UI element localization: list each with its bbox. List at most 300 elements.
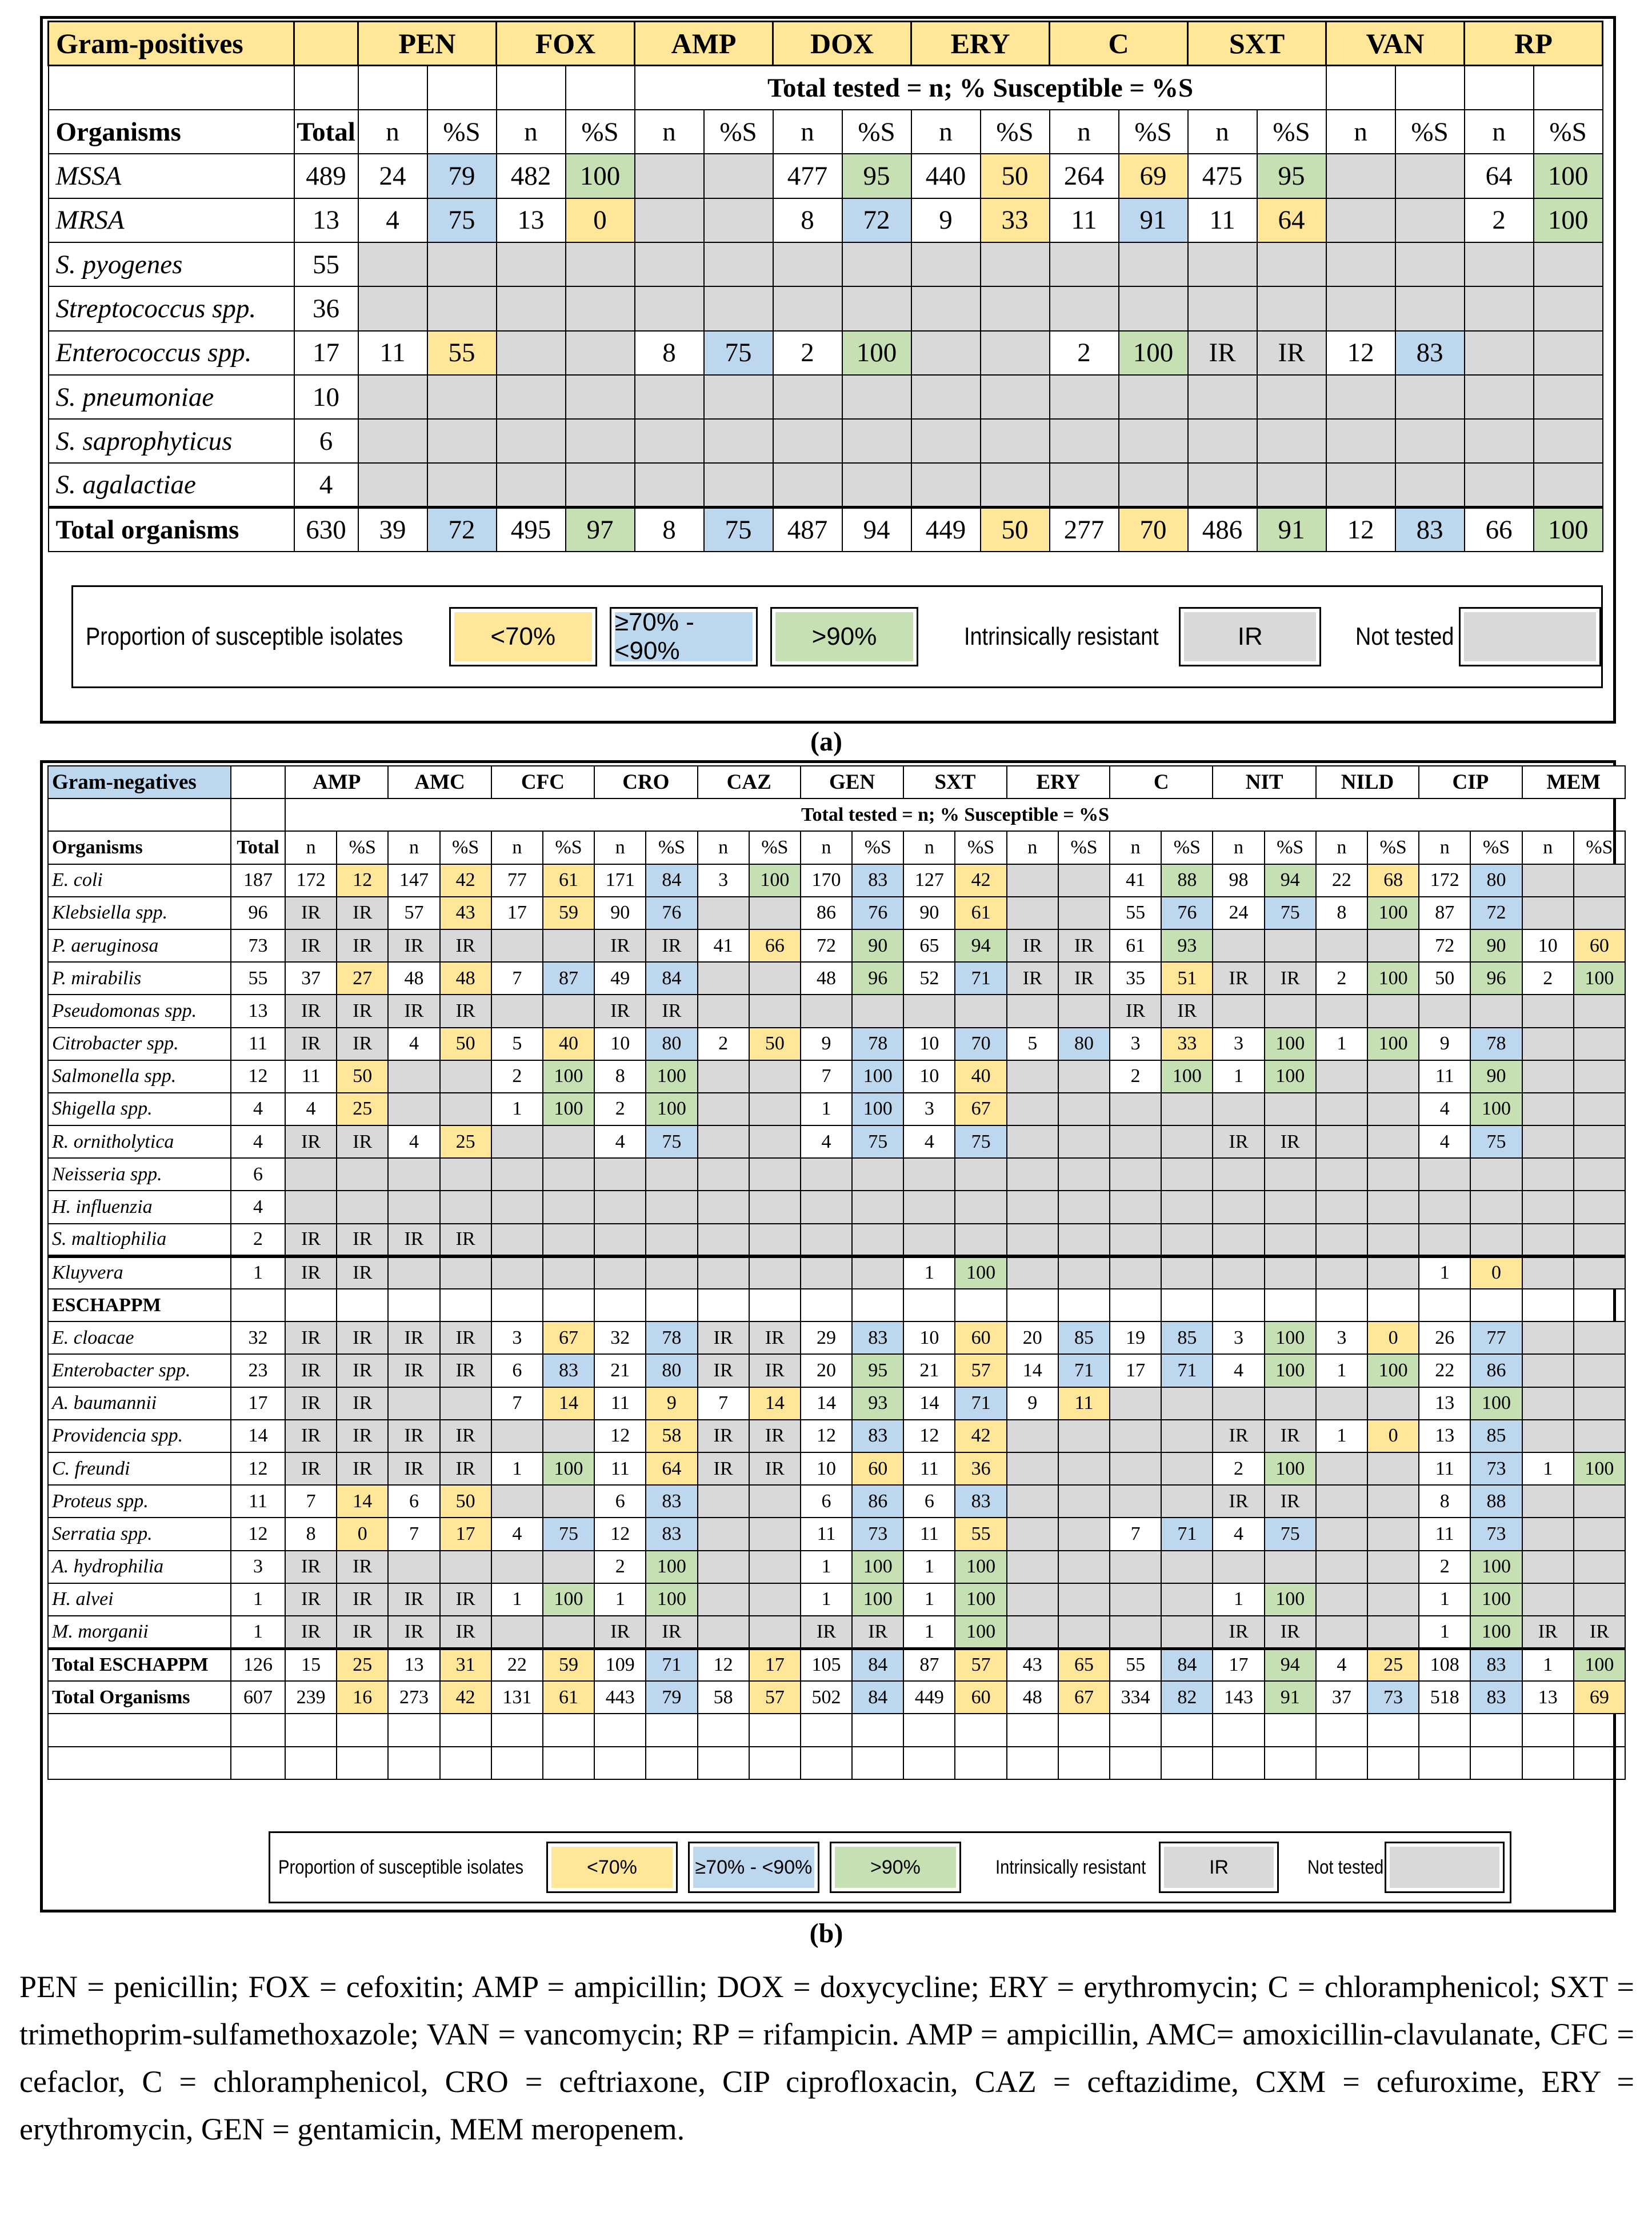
not-tested-cell	[388, 1191, 439, 1223]
not-tested-cell	[1007, 897, 1058, 929]
organism-name: Serratia spp.	[48, 1518, 231, 1550]
not-tested-cell	[1007, 1583, 1058, 1616]
not-tested-cell	[594, 1224, 646, 1256]
not-tested-cell	[1326, 242, 1395, 286]
not-tested-cell	[1465, 286, 1534, 330]
not-tested-cell	[1395, 198, 1465, 242]
legend-nt-text: Not tested	[1307, 1856, 1384, 1878]
n-value: 17	[491, 897, 543, 929]
subheader-text: Total tested = n; % Susceptible = %S	[635, 66, 1326, 110]
n-value: 11	[358, 331, 427, 375]
not-tested-cell	[1316, 1583, 1367, 1616]
not-tested-cell	[773, 419, 842, 463]
pct-s-header: %S	[1574, 831, 1625, 864]
organism-name: Total ESCHAPPM	[48, 1648, 231, 1681]
pct-s-value: 88	[1470, 1485, 1522, 1518]
subheader-text: Total tested = n; % Susceptible = %S	[646, 798, 1264, 831]
not-tested-cell	[1534, 463, 1603, 507]
n-value: IR	[698, 1354, 749, 1387]
n-value: 1	[801, 1551, 852, 1583]
not-tested-cell	[1522, 1485, 1574, 1518]
organism-row	[48, 1321, 1625, 1354]
pct-s-value: 100	[1367, 897, 1419, 929]
pct-s-value: 61	[955, 897, 1006, 929]
organism-total: 23	[231, 1354, 285, 1387]
pct-s-value: 70	[1119, 508, 1188, 552]
not-tested-cell	[1470, 1191, 1522, 1223]
empty-cell	[955, 1714, 1006, 1746]
pct-s-value: 57	[955, 1354, 1006, 1387]
not-tested-cell	[1110, 1452, 1161, 1485]
legend-mid-label: ≥70% - <90%	[615, 612, 753, 661]
pct-s-value: 75	[543, 1518, 594, 1550]
not-tested-cell	[1119, 242, 1188, 286]
n-value: IR	[285, 1616, 337, 1648]
pct-s-value: 91	[1257, 508, 1326, 552]
n-value: 1	[1522, 1452, 1574, 1485]
not-tested-cell	[1534, 286, 1603, 330]
pct-s-value: 76	[646, 897, 697, 929]
pct-s-value: 0	[1367, 1321, 1419, 1354]
n-value: 10	[903, 1321, 955, 1354]
n-value: 12	[801, 1420, 852, 1452]
n-value: 1	[903, 1551, 955, 1583]
organism-row	[48, 1028, 1625, 1060]
not-tested-cell	[1367, 1518, 1419, 1550]
organism-total: 73	[231, 929, 285, 962]
subheader-blank	[285, 798, 337, 831]
organism-total: 1	[231, 1616, 285, 1648]
empty-cell	[440, 1747, 491, 1779]
not-tested-cell	[852, 1256, 903, 1289]
subheader-blank	[440, 798, 491, 831]
not-tested-cell	[1110, 1158, 1161, 1191]
not-tested-cell	[1574, 1387, 1625, 1420]
subheader-blank	[337, 798, 388, 831]
organism-name: E. coli	[48, 864, 231, 897]
pct-s-value: 72	[427, 508, 497, 552]
antibiotic-header: RP	[1465, 22, 1603, 66]
pct-s-value: 42	[955, 864, 1006, 897]
n-header: n	[1213, 831, 1264, 864]
organism-name: MSSA	[49, 154, 294, 198]
n-value: 48	[801, 962, 852, 995]
pct-s-value: IR	[749, 1321, 801, 1354]
pct-s-value: 100	[1265, 1028, 1316, 1060]
n-value: 486	[1188, 508, 1257, 552]
not-tested-cell	[543, 1158, 594, 1191]
not-tested-cell	[566, 463, 635, 507]
organism-name: E. cloacae	[48, 1321, 231, 1354]
not-tested-cell	[749, 1551, 801, 1583]
pct-s-header: %S	[1470, 831, 1522, 864]
antibiotic-header: GEN	[801, 766, 903, 798]
pct-s-value: 50	[440, 1485, 491, 1518]
n-value: 11	[903, 1452, 955, 1485]
empty-cell	[48, 1714, 231, 1746]
n-value: 21	[594, 1354, 646, 1387]
not-tested-cell	[1058, 1452, 1110, 1485]
pct-s-header: %S	[1058, 831, 1110, 864]
pct-s-value: IR	[852, 1616, 903, 1648]
empty-cell	[646, 1714, 697, 1746]
n-value: 11	[1419, 1452, 1470, 1485]
legend-ir-swatch	[1159, 1842, 1279, 1893]
not-tested-cell	[646, 1256, 697, 1289]
not-tested-cell	[1161, 1093, 1213, 1125]
not-tested-cell	[773, 242, 842, 286]
not-tested-cell	[1058, 1060, 1110, 1093]
pct-s-value: 83	[1395, 508, 1465, 552]
n-value: IR	[1213, 1125, 1264, 1158]
not-tested-cell	[704, 463, 773, 507]
pct-s-value: 100	[543, 1060, 594, 1093]
pct-s-value: 94	[842, 508, 911, 552]
not-tested-cell	[1265, 1093, 1316, 1125]
pct-s-header: %S	[981, 110, 1050, 154]
pct-s-value: 51	[1161, 962, 1213, 995]
subheader-blank	[231, 798, 285, 831]
not-tested-cell	[594, 1158, 646, 1191]
not-tested-cell	[698, 1060, 749, 1093]
n-value: 49	[594, 962, 646, 995]
not-tested-cell	[1534, 375, 1603, 419]
n-value: 109	[594, 1648, 646, 1681]
antibiotic-header: AMP	[635, 22, 773, 66]
not-tested-cell	[1058, 1191, 1110, 1223]
pct-s-header: %S	[1395, 110, 1465, 154]
organism-name: S. pneumoniae	[49, 375, 294, 419]
not-tested-cell	[358, 375, 427, 419]
n-value: 55	[1110, 897, 1161, 929]
empty-cell	[388, 1747, 439, 1779]
pct-s-value: 79	[427, 154, 497, 198]
not-tested-cell	[749, 1518, 801, 1550]
organism-name: A. baumannii	[48, 1387, 231, 1420]
n-value: 58	[698, 1681, 749, 1714]
not-tested-cell	[1367, 1583, 1419, 1616]
n-value: 2	[1050, 331, 1119, 375]
n-value: 1	[1316, 1420, 1367, 1452]
pct-s-value: 14	[543, 1387, 594, 1420]
n-value: IR	[698, 1452, 749, 1485]
n-value: 11	[903, 1518, 955, 1550]
not-tested-cell	[1188, 419, 1257, 463]
not-tested-cell	[543, 1551, 594, 1583]
pct-s-value: 95	[852, 1354, 903, 1387]
not-tested-cell	[1110, 1125, 1161, 1158]
not-tested-cell	[1213, 1289, 1264, 1321]
not-tested-cell	[1188, 375, 1257, 419]
n-value: 14	[903, 1387, 955, 1420]
not-tested-cell	[440, 1387, 491, 1420]
antibiotic-header: PEN	[358, 22, 497, 66]
n-value: 13	[497, 198, 566, 242]
not-tested-cell	[852, 995, 903, 1027]
organism-name: Pseudomonas spp.	[48, 995, 231, 1027]
not-tested-cell	[491, 1551, 543, 1583]
n-value: 20	[1007, 1321, 1058, 1354]
legend-a	[71, 585, 1603, 688]
organism-total: 187	[231, 864, 285, 897]
n-value: 7	[1110, 1518, 1161, 1550]
not-tested-cell	[1265, 1224, 1316, 1256]
n-value: 39	[358, 508, 427, 552]
organism-total: 4	[294, 463, 358, 507]
n-value: IR	[285, 995, 337, 1027]
total-row	[48, 1648, 1625, 1681]
pct-s-value: 73	[1470, 1518, 1522, 1550]
not-tested-cell	[1161, 1420, 1213, 1452]
pct-s-header: %S	[1119, 110, 1188, 154]
not-tested-cell	[911, 331, 981, 375]
organism-total: 1	[231, 1256, 285, 1289]
empty-cell	[1316, 1747, 1367, 1779]
not-tested-cell	[646, 1191, 697, 1223]
legend-title: Proportion of susceptible isolates	[86, 622, 403, 650]
pct-s-value: 100	[566, 154, 635, 198]
pct-s-value: 57	[749, 1681, 801, 1714]
pct-s-value: 100	[852, 1551, 903, 1583]
antibiotic-header: FOX	[497, 22, 635, 66]
subheader-blank	[1574, 798, 1625, 831]
pct-s-header: %S	[1367, 831, 1419, 864]
pct-s-value: 64	[1257, 198, 1326, 242]
empty-cell	[646, 1747, 697, 1779]
empty-cell	[1007, 1747, 1058, 1779]
not-tested-cell	[704, 375, 773, 419]
pct-s-header: %S	[427, 110, 497, 154]
not-tested-cell	[1574, 1354, 1625, 1387]
n-value: 12	[698, 1648, 749, 1681]
n-value: 5	[491, 1028, 543, 1060]
n-value: 1	[1419, 1616, 1470, 1648]
n-value: 5	[1007, 1028, 1058, 1060]
pct-s-value: IR	[337, 897, 388, 929]
n-value: 4	[285, 1093, 337, 1125]
pct-s-value: 69	[1574, 1681, 1625, 1714]
not-tested-cell	[1007, 1485, 1058, 1518]
n-header: n	[285, 831, 337, 864]
pct-s-value: 87	[543, 962, 594, 995]
not-tested-cell	[1522, 864, 1574, 897]
pct-s-value: 78	[1470, 1028, 1522, 1060]
total-row	[48, 1681, 1625, 1714]
n-value: IR	[285, 1321, 337, 1354]
n-value: 1	[1213, 1583, 1264, 1616]
n-value: 4	[801, 1125, 852, 1158]
not-tested-cell	[543, 1420, 594, 1452]
not-tested-cell	[1161, 1224, 1213, 1256]
not-tested-cell	[1119, 419, 1188, 463]
n-value: IR	[698, 1420, 749, 1452]
not-tested-cell	[1188, 286, 1257, 330]
n-value: 8	[635, 331, 704, 375]
not-tested-cell	[1110, 1583, 1161, 1616]
legend-low-label: <70%	[551, 1847, 673, 1888]
n-value: 3	[1316, 1321, 1367, 1354]
organism-name: H. influenzia	[48, 1191, 231, 1223]
n-header: n	[1050, 110, 1119, 154]
not-tested-cell	[491, 1125, 543, 1158]
pct-s-value: 100	[1470, 1616, 1522, 1648]
n-value: IR	[285, 1452, 337, 1485]
organism-row	[48, 962, 1625, 995]
not-tested-cell	[852, 1224, 903, 1256]
not-tested-cell	[911, 463, 981, 507]
pct-s-value: 50	[749, 1028, 801, 1060]
pct-s-value: 55	[427, 331, 497, 375]
organism-row	[48, 1256, 1625, 1289]
pct-s-header: %S	[646, 831, 697, 864]
organism-row	[49, 331, 1603, 375]
pct-s-value: IR	[440, 1354, 491, 1387]
n-value: IR	[388, 1420, 439, 1452]
n-value: 1	[801, 1093, 852, 1125]
pct-s-value: 71	[955, 962, 1006, 995]
pct-s-value: 17	[440, 1518, 491, 1550]
empty-cell	[1522, 1714, 1574, 1746]
not-tested-cell	[955, 1289, 1006, 1321]
not-tested-cell	[1367, 1191, 1419, 1223]
antibiotic-header: DOX	[773, 22, 911, 66]
not-tested-cell	[1058, 995, 1110, 1027]
column-label-row	[49, 110, 1603, 154]
n-value: 2	[1316, 962, 1367, 995]
not-tested-cell	[1395, 419, 1465, 463]
empty-cell	[231, 1714, 285, 1746]
not-tested-cell	[1110, 1256, 1161, 1289]
not-tested-cell	[1161, 1452, 1213, 1485]
pct-s-value: 83	[1395, 331, 1465, 375]
not-tested-cell	[1110, 1224, 1161, 1256]
n-value: 26	[1419, 1321, 1470, 1354]
not-tested-cell	[1110, 1616, 1161, 1648]
empty-cell	[285, 1747, 337, 1779]
not-tested-cell	[1058, 1256, 1110, 1289]
pct-s-value: 36	[955, 1452, 1006, 1485]
n-value: 7	[491, 962, 543, 995]
not-tested-cell	[1574, 1321, 1625, 1354]
pct-s-value: 83	[543, 1354, 594, 1387]
pct-s-value: 97	[566, 508, 635, 552]
n-value: 502	[801, 1681, 852, 1714]
not-tested-cell	[749, 1125, 801, 1158]
n-value: 10	[801, 1452, 852, 1485]
subheader-blank	[388, 798, 439, 831]
n-header: n	[1326, 110, 1395, 154]
organism-row	[48, 864, 1625, 897]
not-tested-cell	[491, 1420, 543, 1452]
n-value: 2	[1522, 962, 1574, 995]
n-value: 11	[1419, 1060, 1470, 1093]
not-tested-cell	[1058, 1158, 1110, 1191]
pct-s-value: 100	[955, 1256, 1006, 1289]
not-tested-cell	[1367, 1060, 1419, 1093]
not-tested-cell	[543, 1485, 594, 1518]
not-tested-cell	[1326, 154, 1395, 198]
pct-s-value: 71	[955, 1387, 1006, 1420]
pct-s-header: %S	[1257, 110, 1326, 154]
not-tested-cell	[981, 375, 1050, 419]
organism-row	[48, 1583, 1625, 1616]
not-tested-cell	[749, 962, 801, 995]
n-value: IR	[388, 1354, 439, 1387]
n-header: n	[1316, 831, 1367, 864]
n-value: 495	[497, 508, 566, 552]
n-value: 11	[801, 1518, 852, 1550]
empty-cell	[48, 1747, 231, 1779]
not-tested-cell	[1110, 1289, 1161, 1321]
n-value: 4	[1419, 1093, 1470, 1125]
pct-s-value: IR	[337, 995, 388, 1027]
empty-cell	[388, 1714, 439, 1746]
n-value: 1	[1419, 1583, 1470, 1616]
antibiotic-header: C	[1110, 766, 1213, 798]
n-value: 22	[1316, 864, 1367, 897]
subheader-blank	[1265, 798, 1316, 831]
header-blank	[231, 766, 285, 798]
organism-name: ESCHAPPM	[48, 1289, 231, 1321]
pct-s-value: 100	[1161, 1060, 1213, 1093]
not-tested-cell	[358, 286, 427, 330]
subheader-blank	[1465, 66, 1534, 110]
pct-s-value: 100	[955, 1616, 1006, 1648]
pct-s-header: %S	[1265, 831, 1316, 864]
organism-name: M. morganii	[48, 1616, 231, 1648]
not-tested-cell	[566, 331, 635, 375]
n-value: 8	[635, 508, 704, 552]
n-value: 20	[801, 1354, 852, 1387]
pct-s-value: 50	[981, 154, 1050, 198]
pct-s-value: 73	[1470, 1452, 1522, 1485]
organism-total: 13	[294, 198, 358, 242]
n-value: 482	[497, 154, 566, 198]
pct-s-value: 100	[1574, 962, 1625, 995]
empty-cell	[903, 1747, 955, 1779]
subheader-blank	[48, 798, 231, 831]
empty-cell	[231, 1747, 285, 1779]
n-value: 98	[1213, 864, 1264, 897]
organism-row	[48, 1452, 1625, 1485]
pct-s-value: IR	[337, 1616, 388, 1648]
n-value: 11	[594, 1387, 646, 1420]
not-tested-cell	[543, 1289, 594, 1321]
n-value: 8	[1316, 897, 1367, 929]
pct-s-value: IR	[440, 929, 491, 962]
not-tested-cell	[1465, 375, 1534, 419]
n-value: 57	[388, 897, 439, 929]
organism-row	[49, 375, 1603, 419]
pct-s-value: 75	[1265, 897, 1316, 929]
not-tested-cell	[1395, 375, 1465, 419]
n-value: 13	[1522, 1681, 1574, 1714]
pct-s-header: %S	[852, 831, 903, 864]
empty-cell	[1110, 1747, 1161, 1779]
organism-row	[48, 1060, 1625, 1093]
not-tested-cell	[440, 1256, 491, 1289]
organism-total: 12	[231, 1518, 285, 1550]
n-value: 22	[491, 1648, 543, 1681]
empty-cell	[543, 1714, 594, 1746]
n-value: 172	[285, 864, 337, 897]
pct-s-value: 60	[852, 1452, 903, 1485]
empty-cell	[594, 1747, 646, 1779]
n-value: 48	[388, 962, 439, 995]
pct-s-value: 83	[646, 1518, 697, 1550]
pct-s-header: %S	[1161, 831, 1213, 864]
organism-name: Streptococcus spp.	[49, 286, 294, 330]
